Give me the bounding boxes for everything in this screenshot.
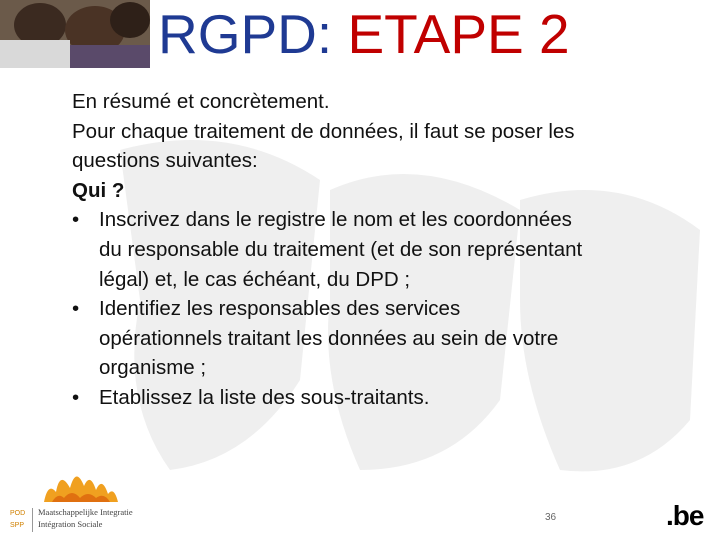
title-part-rgpd: RGPD: [158,3,333,65]
org-name [38,506,133,530]
org-name-fr: Intégration Sociale [38,519,103,529]
bullet-line: Identifiez les responsables des services [99,297,461,321]
page-title [158,2,570,66]
bullet-item [72,205,682,294]
org-abbr-bottom: SPP [10,522,25,529]
bullet-line: du responsable du traitement (et de son représentant [99,237,583,261]
bullet-item [72,383,682,413]
bullet-line: légal) et, le cas échéant, du DPD ; [99,267,411,291]
bullet-line: Etablissez la liste des sous-traitants. [99,385,430,409]
bullet-icon: • [72,297,80,321]
bullet-line: opérationnels traitant les données au sein de votre [99,326,559,350]
intro-line: En résumé et concrètement. [72,90,330,113]
intro-line: Pour chaque traitement de données, il faut se poser les [72,119,575,143]
slide-body [72,87,682,413]
bullet-icon: • [72,208,80,232]
question-heading: Qui ? [72,178,125,202]
bullet-line: Inscrivez dans le registre le nom et les coordonnées [99,208,572,232]
title-part-etape: ETAPE 2 [347,3,570,65]
org-abbr-top: POD [10,510,26,517]
org-abbr [10,508,25,532]
bullet-line: organisme ; [99,356,207,380]
header-photo [0,0,150,68]
flame-logo-icon [38,462,128,506]
be-logo: .be [666,500,704,531]
bullet-list [72,205,682,412]
page-number: 36 [545,512,557,523]
org-divider [32,508,33,532]
intro-line: questions suivantes: [72,149,258,173]
org-logo [10,462,160,534]
bullet-icon: • [72,385,80,409]
org-name-nl: Maatschappelijke Integratie [38,507,133,517]
bullet-item [72,294,682,383]
